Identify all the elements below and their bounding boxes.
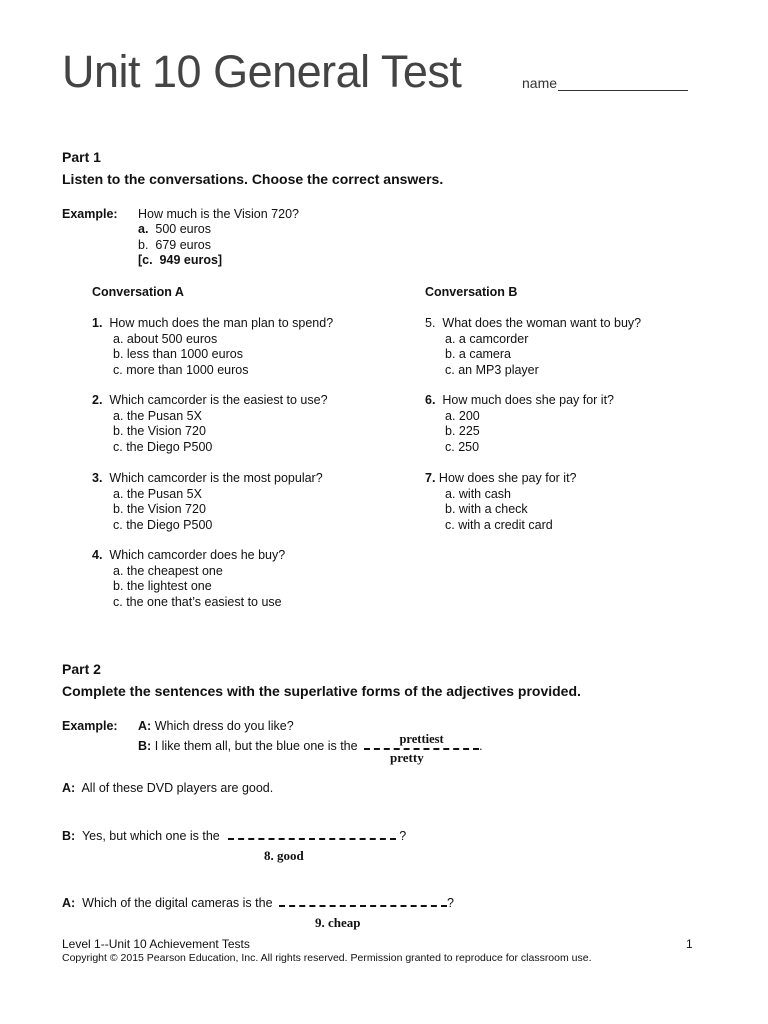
option: b. less than 1000 euros [113,347,243,361]
option: b. with a check [445,502,528,516]
part1-example-answer: [c. 949 euros] [138,253,223,267]
option: a. the Pusan 5X [113,408,202,423]
name-label: name [522,75,558,91]
option: c. the Diego P500 [113,439,213,454]
part2-example-line-b: B: I like them all, but the blue one is the prettiest . [138,732,483,753]
part1-label: Part 1 [62,149,101,165]
question-3: 3. Which camcorder is the most popular? a. the Pusan 5X b. the Vision 720 c. the Diego P500 [92,471,323,532]
part1-example-option: a. 500 euros [138,222,211,236]
option: c. an MP3 player [445,362,539,377]
page-title: Unit 10 General Test [62,46,462,97]
example-answer: prettiest [399,732,444,746]
page-number: 1 [686,937,693,951]
dialogue-line-a: A: All of these DVD players are good. [62,781,274,795]
name-blank-line [558,90,688,91]
question-5: 5. What does the woman want to buy? a. a camcorder b. a camera c. an MP3 player [425,316,642,377]
part1-example-question: How much is the Vision 720? [138,207,299,221]
adjective-prompt-9: 9. cheap [315,915,361,930]
footer-text: Level 1--Unit 10 Achievement Tests [62,937,250,951]
option: a. with cash [445,486,512,501]
option: c. 250 [445,439,480,454]
option: c. with a credit card [445,517,553,532]
dialogue-line-9: A: Which of the digital cameras is the ? [62,892,454,912]
conversation-a-heading: Conversation A [92,285,184,299]
part2-example-label: Example: [62,719,118,733]
option: a. 200 [445,408,480,423]
answer-blank-8[interactable] [228,825,396,840]
part2-example-line-a: A: Which dress do you like? [138,719,294,733]
part1-example-label: Example: [62,207,118,221]
question-2: 2. Which camcorder is the easiest to use? a. the Pusan 5X b. the Vision 720 c. the Diego P500 [92,393,328,454]
option: a. a camcorder [445,331,529,346]
part2-label: Part 2 [62,661,101,677]
option: c. more than 1000 euros [113,362,249,377]
question-4: 4. Which camcorder does he buy? a. the cheapest one b. the lightest one c. the one that’s easiest to use [92,548,286,609]
option: a. the cheapest one [113,563,223,578]
option: b. a camera [445,347,512,361]
option: c. the one that’s easiest to use [113,594,282,609]
option: b. the Vision 720 [113,502,206,516]
option: b. 225 [445,424,480,438]
question-7: 7. How does she pay for it? a. with cash b. with a check c. with a credit card [425,471,577,532]
part1-example-option: b. 679 euros [138,238,211,252]
conversation-b-heading: Conversation B [425,285,518,299]
option: c. the Diego P500 [113,517,213,532]
answer-blank-9[interactable] [279,892,447,907]
example-adjective: pretty [390,750,424,765]
adjective-prompt-8: 8. good [264,848,304,863]
part2-instruction: Complete the sentences with the superlative forms of the adjectives provided. [62,683,581,699]
question-6: 6. How much does she pay for it? a. 200 b. 225 c. 250 [425,393,615,454]
example-answer-blank [364,732,479,750]
dialogue-line-8: B: Yes, but which one is the ? [62,825,406,845]
option: a. the Pusan 5X [113,486,202,501]
option: b. the lightest one [113,579,212,593]
copyright-notice: Copyright © 2015 Pearson Education, Inc. All rights reserved. Permission granted to reproduce for classroom use. [62,952,592,964]
option: b. the Vision 720 [113,424,206,438]
part1-instruction: Listen to the conversations. Choose the correct answers. [62,171,444,187]
question-1: 1. How much does the man plan to spend? a. about 500 euros b. less than 1000 euros c. more than 1000 euros [92,316,334,377]
option: a. about 500 euros [113,331,218,346]
